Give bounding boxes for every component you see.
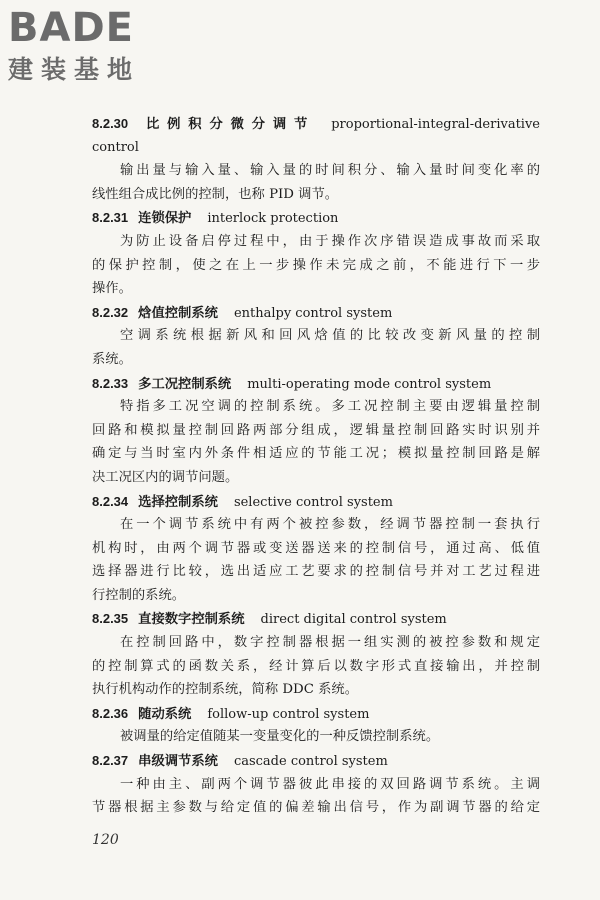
definition-line: 被调量的给定值随某一变量变化的一种反馈控制系统。 [120, 729, 440, 745]
term-english: proportional-integral-derivative [331, 117, 540, 132]
glossary-entry [92, 112, 540, 206]
definition-line: 的保护控制，使之在上一步操作未完成之前，不能进行下一步 [92, 257, 540, 273]
term-chinese: 选择控制系统 [138, 494, 218, 510]
term-english: interlock protection [207, 211, 339, 227]
definition-line: 决工况区内的调节问题。 [92, 469, 239, 485]
glossary-entry [92, 372, 540, 490]
term-english: direct digital control system [260, 612, 447, 628]
entry-heading [92, 702, 540, 726]
term-number: 8.2.32 [92, 304, 129, 320]
entry-heading [92, 607, 540, 631]
term-chinese: 焓值控制系统 [138, 305, 218, 321]
term-english-continued-text: control [92, 139, 139, 155]
term-number: 8.2.35 [92, 611, 129, 627]
definition-line: 空调系统根据新风和回风焓值的比较改变新风量的控制 [120, 328, 540, 344]
entry-heading [92, 490, 540, 514]
glossary-entry [92, 702, 540, 749]
logo-subtitle: 建装基地 [8, 55, 141, 84]
page-number: 120 [92, 832, 119, 848]
definition-line: 操作。 [92, 281, 132, 297]
glossary-entry [92, 490, 540, 608]
definition-line: 在控制回路中，数字控制器根据一组实测的被控参数和规定 [120, 635, 540, 651]
definition-line: 为防止设备启停过程中，由于操作次序错误造成事故而采取 [120, 233, 540, 249]
definition-line: 系统。 [92, 351, 132, 367]
term-chinese: 多工况控制系统 [138, 376, 232, 392]
term-chinese: 串级调节系统 [138, 754, 218, 770]
term-chinese: 随动系统 [138, 706, 192, 722]
definition-line: 节器根据主参数与给定值的偏差输出信号，作为副调节器的给定 [92, 800, 540, 816]
glossary-entry [92, 301, 540, 372]
term-english-continued [92, 136, 540, 160]
term-chinese: 比例积分微分调节 [138, 117, 316, 132]
entry-heading [92, 112, 540, 136]
definition-line: 执行机构动作的控制系统，简称 DDC 系统。 [92, 682, 358, 698]
term-number: 8.2.30 [92, 116, 129, 131]
term-number: 8.2.33 [92, 375, 129, 391]
term-english: multi-operating mode control system [247, 376, 492, 392]
entry-heading [92, 749, 540, 773]
definition-line: 的控制算式的函数关系，经计算后以数字形式直接输出，并控制 [92, 658, 540, 674]
definition-line: 在一个调节系统中有两个被控参数，经调节器控制一套执行 [120, 517, 540, 533]
term-number: 8.2.31 [92, 210, 129, 226]
glossary-entry [92, 749, 540, 820]
definition-line: 特指多工况空调的控制系统。多工况控制主要由逻辑量控制 [120, 399, 540, 415]
logo-word: BADE [8, 5, 134, 51]
term-chinese: 连锁保护 [138, 211, 192, 227]
entry-heading [92, 206, 540, 230]
term-english: enthalpy control system [233, 305, 393, 321]
term-english: cascade control system [233, 754, 388, 770]
definition-line: 输出量与输入量、输入量的时间积分、输入量时间变化率的 [120, 163, 540, 179]
glossary-content [92, 112, 540, 820]
definition-line: 线性组合成比例的控制，也称 PID 调节。 [92, 186, 339, 202]
term-number: 8.2.34 [92, 493, 129, 509]
definition-line: 选择器进行比较，选出适应工艺要求的控制信号并对工艺过程进 [92, 564, 540, 580]
definition-line: 行控制的系统。 [92, 587, 186, 603]
term-number: 8.2.37 [92, 753, 129, 769]
term-number: 8.2.36 [92, 705, 129, 721]
term-english: selective control system [233, 494, 393, 510]
entry-heading [92, 372, 540, 396]
site-logo [8, 6, 183, 96]
definition-line: 确定与当时室内外条件相适应的节能工况；模拟量控制回路是解 [92, 446, 540, 462]
term-english: follow-up control system [207, 706, 370, 722]
definition-line: 回路和模拟量控制回路两部分组成，逻辑量控制回路实时识别并 [92, 422, 540, 438]
glossary-entry [92, 607, 540, 701]
term-chinese: 直接数字控制系统 [138, 612, 245, 628]
definition-line: 一种由主、副两个调节器彼此串接的双回路调节系统。主调 [120, 776, 540, 792]
entry-heading [92, 301, 540, 325]
glossary-entry [92, 206, 540, 300]
definition-line: 机构时，由两个调节器或变送器送来的控制信号，通过高、低值 [92, 540, 540, 556]
